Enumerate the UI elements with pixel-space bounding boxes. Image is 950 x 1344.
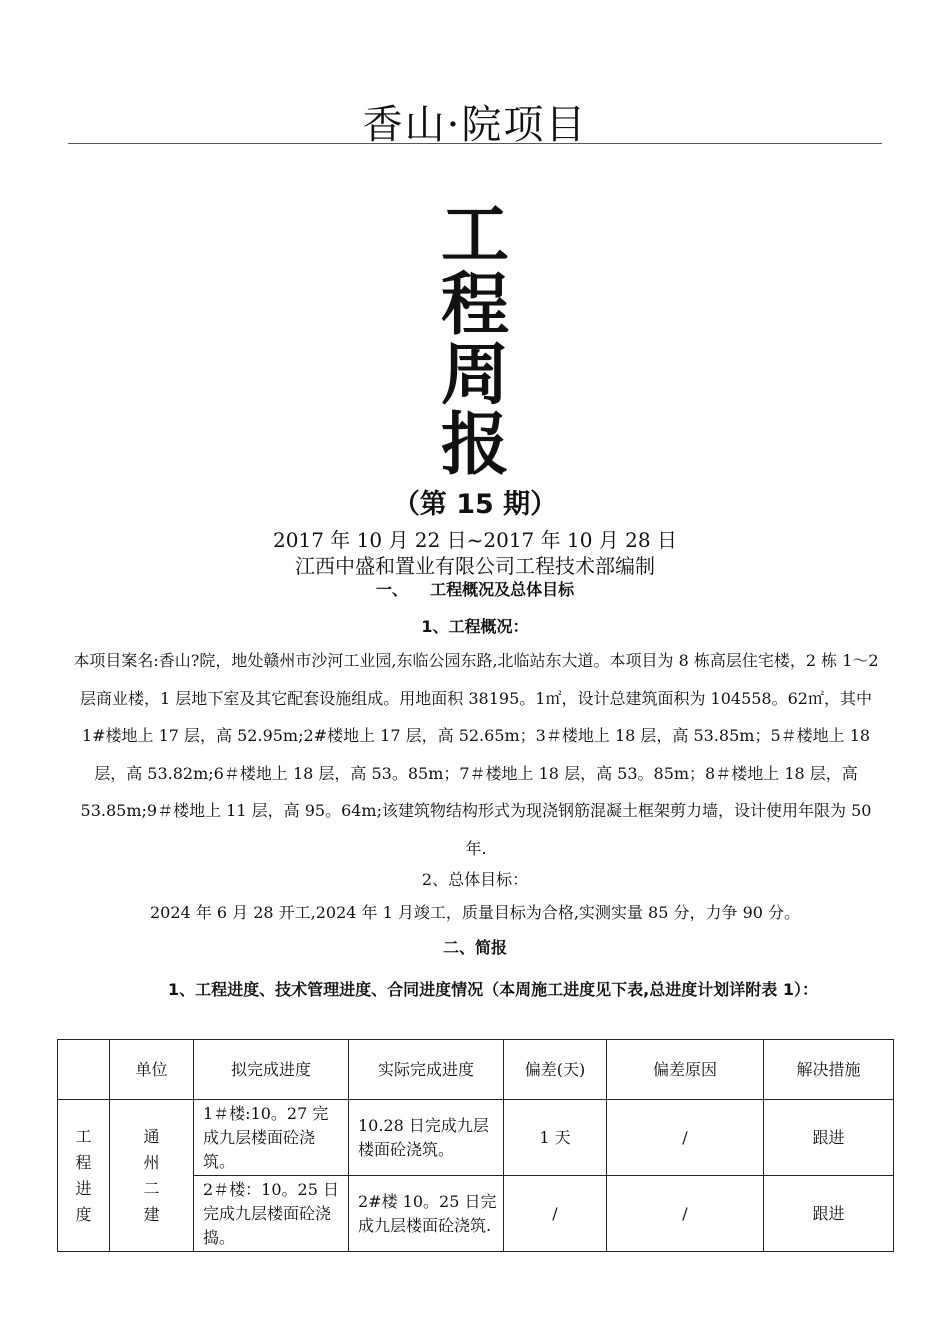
measure-cell: 跟进 [764,1100,894,1176]
header-divider [68,143,882,144]
unit-cell: 通州二建 [110,1100,194,1252]
issue-number: （第 15 期） [392,489,558,520]
goal-heading: 2、总体目标： [421,870,529,889]
table-header-row [58,1040,894,1100]
deviation-cell: / [504,1176,607,1252]
overview-paragraph: 本项目案名:香山?院，地处赣州市沙河工业园,东临公园东路,北临站东大道。本项目为 8 栋高层住宅楼，2 栋 1～2 层商业楼，1 层地下室及其它配套设施组成。用地面积 38195。1㎡，设计总建筑面积为 104558。62㎡，其中 1#楼地上 17 层，高 52.95m;2#楼地上 17 层，高 52.65m；3＃楼地上 18 层，高 53.85m；5＃楼地上 18 层，高 53.82m;6＃楼地上 18 层，高 53。85m；7＃楼地上 18 层，高 53。85m；8＃楼地上 18 层，高 53.85m;9＃楼地上 11 层，高 95。64m;该建筑物结构形式为现浇钢筋混凝土框架剪力墙，设计使用年限为 50 年. [73,651,879,858]
reason-cell: / [607,1100,764,1176]
report-title-char-1: 工 [440,196,509,275]
goal-text: 2024 年 6 月 28 开工,2024 年 1 月竣工，质量目标为合格,实测实量 85 分，力争 90 分。 [149,903,801,922]
table-header-cell: 解决措施 [764,1040,894,1100]
deviation-cell: 1 天 [504,1100,607,1176]
table-header-cell: 单位 [110,1040,194,1100]
section-1-heading: 一、 工程概况及总体目标 [375,580,575,599]
project-name: 香山·院项目 [362,102,588,148]
actual-cell: 2#楼 10。25 日完成九层楼面砼浇筑. [349,1176,504,1252]
report-title-char-4: 报 [440,406,509,485]
editor-line: 江西中盛和置业有限公司工程技术部编制 [295,554,655,578]
actual-cell: 10.28 日完成九层楼面砼浇筑。 [349,1100,504,1176]
table-header-cell [58,1040,110,1100]
overview-heading: 1、工程概况： [421,617,529,636]
table-header-cell: 偏差原因 [607,1040,764,1100]
table-header-cell: 拟完成进度 [194,1040,349,1100]
planned-cell: 2＃楼：10。25 日完成九层楼面砼浇捣。 [194,1176,349,1252]
planned-cell: 1＃楼:10。27 完成九层楼面砼浇筑。 [194,1100,349,1176]
table-header-cell: 偏差(天) [504,1040,607,1100]
reason-cell: / [607,1176,764,1252]
report-title-char-3: 周 [440,336,509,415]
section-2-heading: 二、简报 [442,938,507,957]
progress-table [57,1039,894,1252]
section-2-subheading: 1、工程进度、技术管理进度、合同进度情况（本周施工进度见下表,总进度计划详附表 1）： [168,980,818,999]
table-header-cell: 实际完成进度 [349,1040,504,1100]
category-cell: 工程进度 [58,1100,110,1252]
table-row [58,1100,894,1176]
measure-cell: 跟进 [764,1176,894,1252]
report-title-char-2: 程 [440,266,509,345]
date-range: 2017 年 10 月 22 日~2017 年 10 月 28 日 [273,528,677,552]
